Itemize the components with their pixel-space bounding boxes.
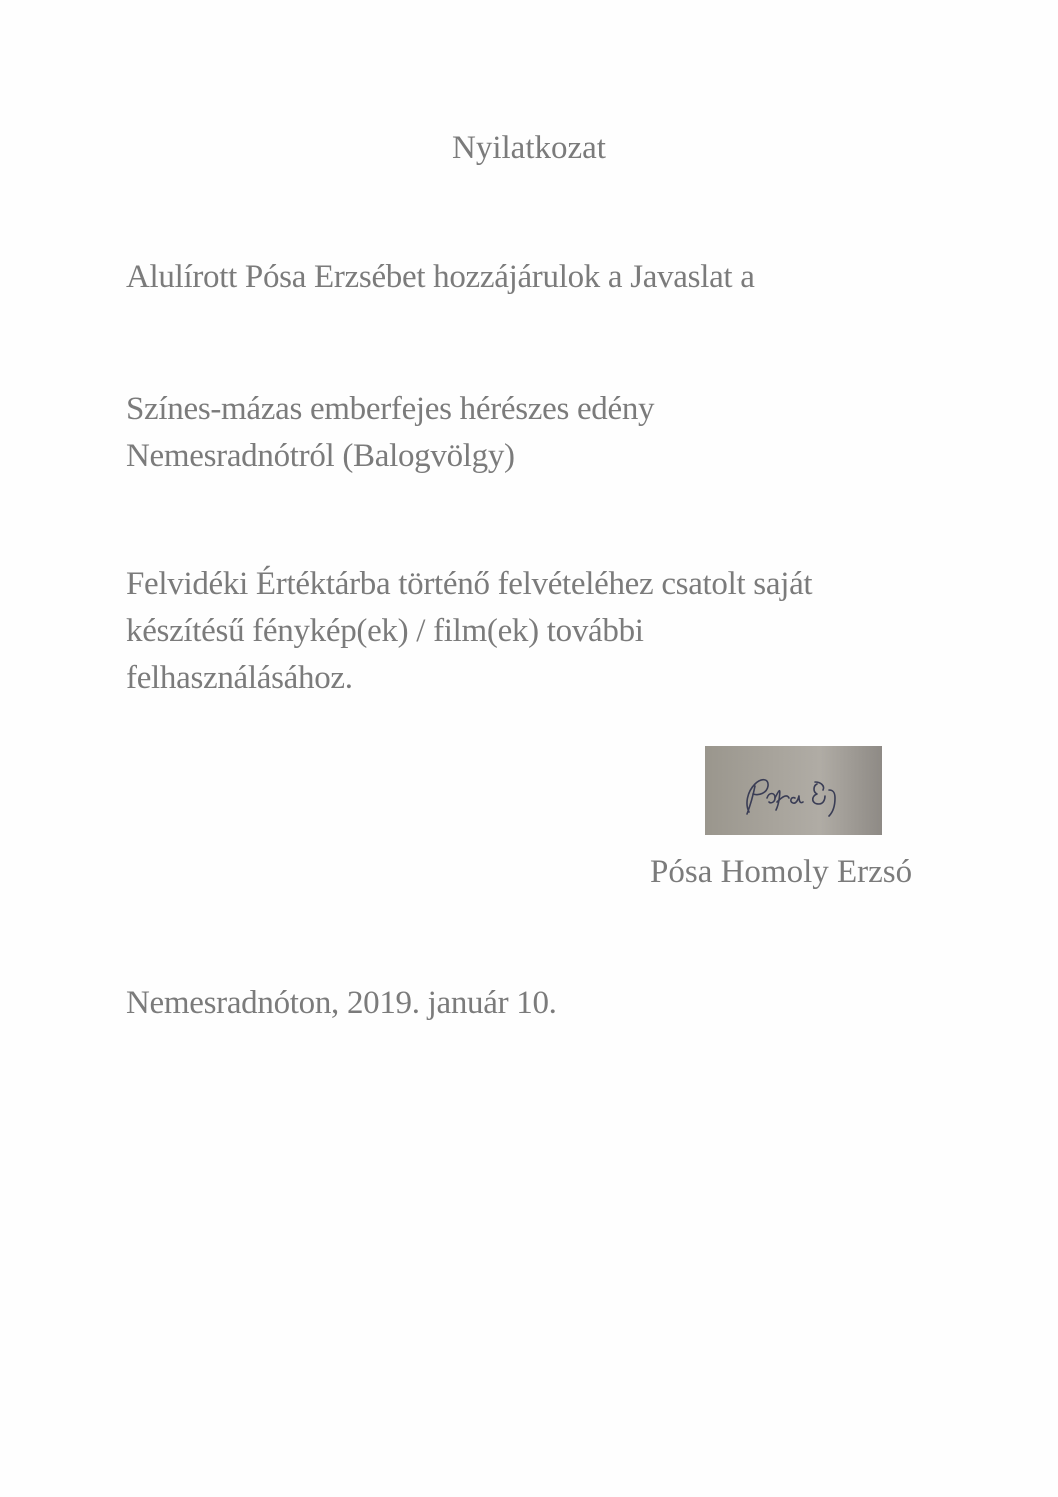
signature-image (705, 746, 882, 835)
text-line: Színes-mázas emberfejes hérészes edény (126, 391, 655, 427)
signer-name: Pósa Homoly Erzsó (650, 854, 913, 890)
handwritten-signature-icon (705, 746, 882, 835)
document-title: Nyilatkozat (452, 130, 606, 166)
text-line: készítésű fénykép(ek) / film(ek) további (126, 613, 644, 649)
item-title-paragraph (126, 386, 654, 480)
text-line: Nemesradnótról (Balogvölgy) (126, 438, 515, 474)
consent-paragraph (126, 254, 755, 301)
purpose-paragraph (126, 561, 812, 702)
text-line: Alulírott Pósa Erzsébet hozzájárulok a Javaslat a (126, 259, 755, 295)
text-line: felhasználásához. (126, 660, 353, 696)
place-date: Nemesradnóton, 2019. január 10. (126, 985, 557, 1021)
text-line: Felvidéki Értéktárba történő felvételéhez csatolt saját (126, 566, 813, 602)
